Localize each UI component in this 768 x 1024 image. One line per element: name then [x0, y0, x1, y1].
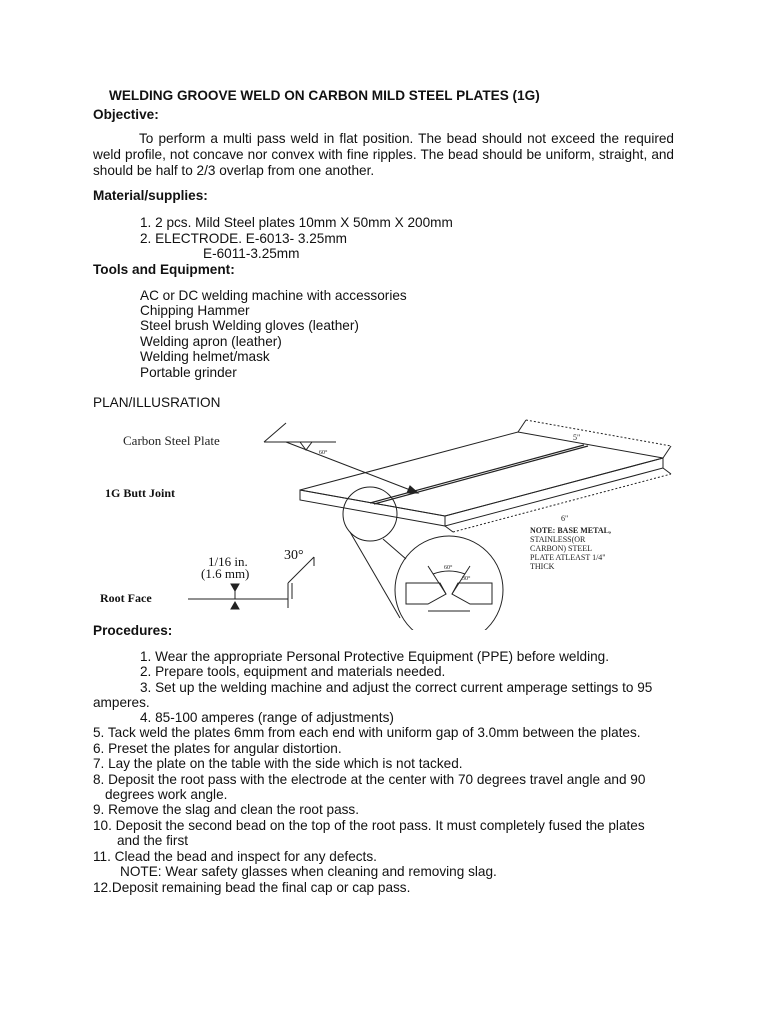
- tools-item: AC or DC welding machine with accessories: [140, 288, 407, 303]
- materials-item: 2. ELECTRODE. E-6013- 3.25mm: [140, 231, 347, 246]
- dimension-5-label: 5": [573, 433, 581, 442]
- tools-item: Chipping Hammer: [140, 303, 250, 318]
- procedure-line: 1. Wear the appropriate Personal Protective Equipment (PPE) before welding.: [140, 649, 609, 664]
- procedure-line: 2. Prepare tools, equipment and materials needed.: [140, 664, 446, 679]
- procedure-line: 11. Clead the bead and inspect for any defects.: [93, 849, 377, 864]
- butt-joint-label: 1G Butt Joint: [105, 486, 176, 500]
- procedure-line: and the first: [117, 833, 189, 848]
- materials-item: E-6011-3.25mm: [203, 246, 300, 261]
- bevel-angle-label: 30°: [284, 548, 304, 563]
- objective-heading: Objective:: [93, 107, 159, 122]
- tools-item: Steel brush Welding gloves (leather): [140, 318, 359, 333]
- weld-illustration: [88, 418, 680, 630]
- procedure-line: 10. Deposit the second bead on the top of the root pass. It must completely fused the plates: [93, 818, 645, 833]
- root-dim-inches: 1/16 in.: [208, 554, 248, 569]
- procedure-note: NOTE: Wear safety glasses when cleaning and removing slag.: [120, 864, 497, 879]
- procedure-line: 6. Preset the plates for angular distortion.: [93, 741, 342, 756]
- dimension-6-label: 6": [561, 514, 569, 523]
- tools-heading: Tools and Equipment:: [93, 262, 235, 277]
- note-line: CARBON) STEEL: [530, 544, 592, 553]
- procedure-line: 5. Tack weld the plates 6mm from each end with uniform gap of 3.0mm between the plates.: [93, 725, 641, 740]
- symbol-angle-label: 60°: [319, 450, 328, 456]
- tools-item: Welding helmet/mask: [140, 349, 270, 364]
- materials-heading: Material/supplies:: [93, 188, 208, 203]
- procedure-line: 7. Lay the plate on the table with the side which is not tacked.: [93, 756, 463, 771]
- root-face-label: Root Face: [100, 591, 152, 605]
- procedure-line: 9. Remove the slag and clean the root pass.: [93, 802, 359, 817]
- note-line: THICK: [530, 562, 555, 571]
- materials-item: 1. 2 pcs. Mild Steel plates 10mm X 50mm X 200mm: [140, 215, 453, 230]
- procedure-line: 3. Set up the welding machine and adjust the correct current amperage settings to 95: [140, 680, 653, 695]
- plan-heading: PLAN/ILLUSRATION: [93, 395, 221, 410]
- document-title: WELDING GROOVE WELD ON CARBON MILD STEEL PLATES (1G): [109, 88, 540, 103]
- tools-item: Welding apron (leather): [140, 334, 282, 349]
- procedure-line: amperes.: [93, 695, 150, 710]
- root-dim-mm: (1.6 mm): [201, 566, 250, 581]
- procedure-line: 12.Deposit remaining bead the final cap or cap pass.: [93, 880, 411, 895]
- carbon-steel-plate-label: Carbon Steel Plate: [123, 433, 220, 448]
- procedure-line: degrees work angle.: [105, 787, 228, 802]
- procedure-line: 4. 85-100 amperes (range of adjustments): [140, 710, 394, 725]
- note-line: PLATE ATLEAST 1/4": [530, 553, 606, 562]
- procedures-heading: Procedures:: [93, 623, 173, 638]
- note-line: STAINLESS(OR: [530, 535, 586, 544]
- detail-angle-30: 30°: [462, 576, 471, 582]
- note-line: NOTE: BASE METAL,: [530, 526, 611, 535]
- note-block: [530, 526, 611, 571]
- objective-text: To perform a multi pass weld in flat position. The bead should not exceed the required weld profile, not concave nor convex with fine ripples. The bead should be uniform, straight, and should be half to 2/3 overlap from one another.: [93, 131, 674, 178]
- detail-angle-60: 60°: [444, 565, 453, 571]
- procedure-line: 8. Deposit the root pass with the electrode at the center with 70 degrees travel angle and 90: [93, 772, 646, 787]
- tools-item: Portable grinder: [140, 365, 237, 380]
